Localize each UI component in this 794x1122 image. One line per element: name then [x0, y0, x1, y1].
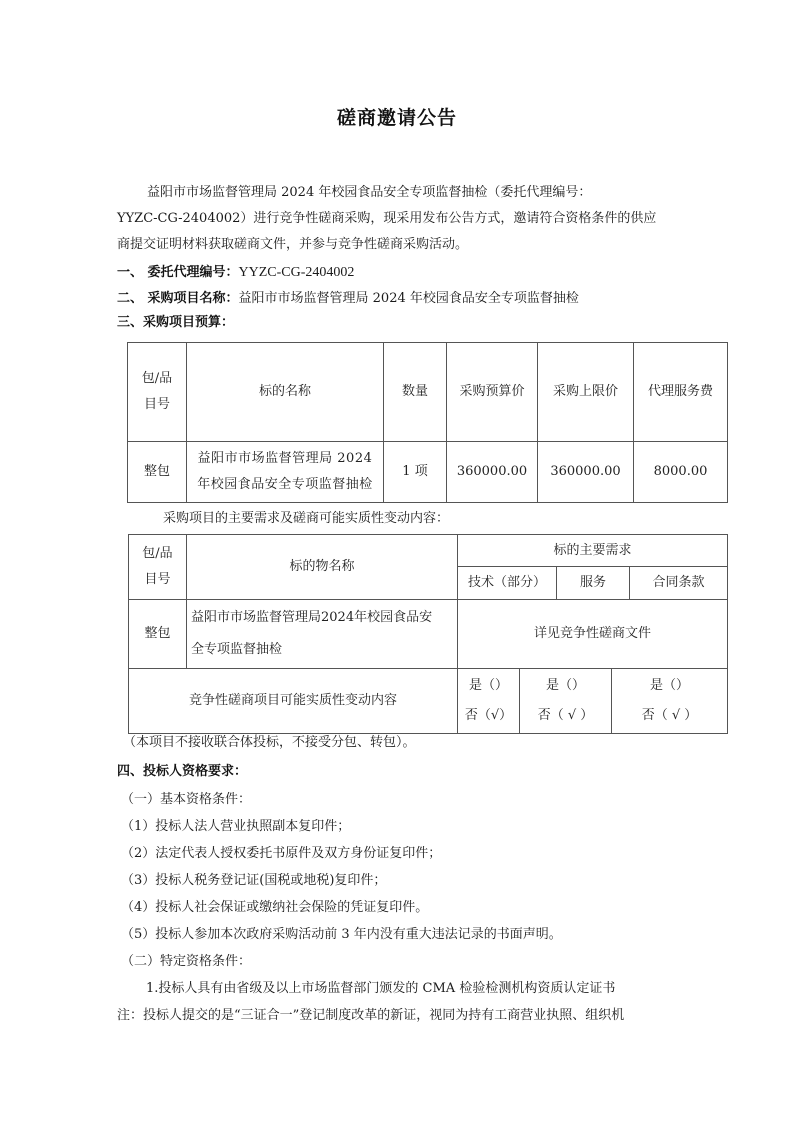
header-item-name: 标的名称	[187, 343, 384, 442]
section-1	[117, 258, 354, 286]
req-header-item-name: 标的物名称	[187, 535, 458, 600]
req-change-tech: 是（） 否（√）	[458, 669, 520, 734]
budget-header-row	[128, 343, 728, 442]
section-2	[117, 284, 579, 312]
qualification-item: （5）投标人参加本次政府采购活动前 3 年内没有重大违法记录的书面声明。	[121, 927, 562, 942]
req-cell-detail: 详见竞争性磋商文件	[458, 600, 728, 669]
header-agency-fee: 代理服务费	[634, 343, 728, 442]
req-header-main: 标的主要需求	[458, 535, 728, 567]
budget-table	[127, 342, 728, 503]
req-subheader-tech: 技术（部分）	[458, 567, 557, 600]
cell-max-price: 360000.00	[538, 442, 634, 503]
requirements-table	[128, 534, 728, 734]
qualification-item: （2）法定代表人授权委托书原件及双方身份证复印件；	[121, 846, 442, 861]
qualification-item: （3）投标人税务登记证(国税或地税)复印件；	[121, 873, 387, 888]
section-3-heading: 三、采购项目预算：	[117, 315, 235, 330]
cell-quantity: 1 项	[384, 442, 447, 503]
agency-code: YYZC-CG-2404002	[238, 265, 355, 280]
cell-budget-price: 360000.00	[447, 442, 538, 503]
req-header-row	[129, 535, 728, 567]
intro-line-2: YYZC-CG-2404002）进行竞争性磋商采购，现采用发布公告方式，邀请符合资格条件的供应	[117, 211, 657, 226]
req-subheader-service: 服务	[557, 567, 630, 600]
header-quantity: 数量	[384, 343, 447, 442]
cell-item-name: 益阳市市场监督管理局 2024 年校园食品安全专项监督抽检	[187, 442, 384, 503]
req-change-row	[129, 669, 728, 734]
special-qualification-item: 1.投标人具有由省级及以上市场监督部门颁发的 CMA 检验检测机构资质认定证书	[146, 981, 616, 996]
intro-line-3: 商提交证明材料获取磋商文件，并参与竞争性磋商采购活动。	[117, 237, 469, 252]
basic-qualification-heading: （一）基本资格条件：	[121, 792, 252, 807]
header-package: 包/品 目号	[128, 343, 187, 442]
table-row	[129, 600, 728, 669]
section-2-heading: 二、 采购项目名称：	[117, 291, 239, 306]
page-title: 磋商邀请公告	[336, 107, 457, 129]
req-change-contract: 是（） 否（ √ ）	[612, 669, 728, 734]
table-row	[128, 442, 728, 503]
req-change-label: 竞争性磋商项目可能实质性变动内容	[129, 669, 458, 734]
intro-line-1: 益阳市市场监督管理局 2024 年校园食品安全专项监督抽检（委托代理编号：	[147, 185, 592, 200]
special-qualification-heading: （二）特定资格条件：	[121, 954, 252, 969]
req-subheader-contract: 合同条款	[630, 567, 728, 600]
header-max-price: 采购上限价	[538, 343, 634, 442]
req-change-service: 是（） 否（ √ ）	[520, 669, 612, 734]
req-cell-item-name: 益阳市市场监督管理局2024年校园食品安 全专项监督抽检	[187, 600, 458, 669]
header-budget-price: 采购预算价	[447, 343, 538, 442]
qualification-item: （1）投标人法人营业执照副本复印件；	[121, 819, 351, 834]
special-qualification-note: 注：投标人提交的是“三证合一”登记制度改革的新证，视同为持有工商营业执照、组织机	[117, 1008, 625, 1023]
consortium-note: （本项目不接收联合体投标，不接受分包、转包）。	[123, 735, 416, 750]
cell-agency-fee: 8000.00	[634, 442, 728, 503]
project-name: 益阳市市场监督管理局 2024 年校园食品安全专项监督抽检	[238, 291, 579, 306]
section-4-heading: 四、投标人资格要求：	[117, 764, 248, 779]
qualification-item: （4）投标人社会保证或缴纳社会保险的凭证复印件。	[121, 900, 429, 915]
section-1-heading: 一、 委托代理编号：	[117, 265, 239, 280]
cell-package: 整包	[128, 442, 187, 503]
requirements-caption: 采购项目的主要需求及磋商可能实质性变动内容：	[163, 511, 450, 526]
req-header-package: 包/品 目号	[129, 535, 187, 600]
req-cell-package: 整包	[129, 600, 187, 669]
